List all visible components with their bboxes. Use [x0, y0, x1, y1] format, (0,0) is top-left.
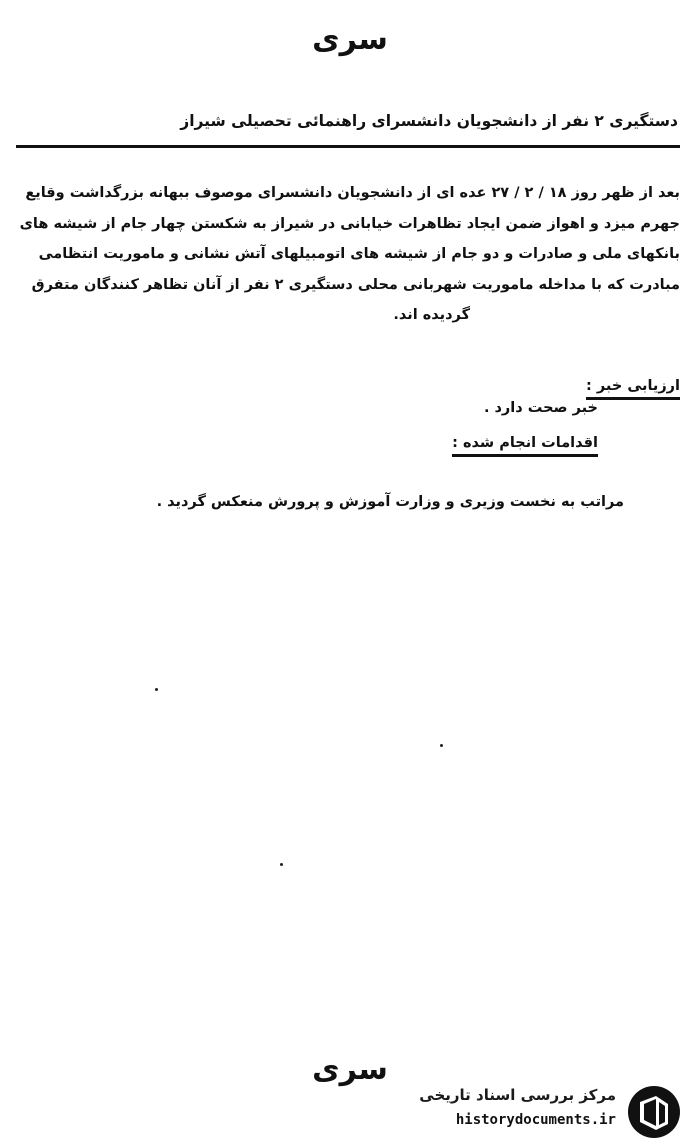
scan-speck: [440, 744, 443, 747]
archive-name: مرکز بررسی اسناد تاریخی: [419, 1086, 616, 1104]
subject-underline: [16, 145, 680, 148]
report-line: بعد از ظهر روز ۱۸ / ۲ / ۲۷ عده ای از دانشجویان دانشسرای موصوف ببهانه بزرگداشت وقایع: [25, 185, 680, 201]
report-line: بانکهای ملی و صادرات و دو جام از شیشه های اتومبیلهای آتش نشانی و ماموریت انتظامی: [38, 246, 680, 262]
archive-url: historydocuments.ir: [455, 1112, 616, 1128]
report-body: [18, 178, 680, 331]
assessment-value: خبر صحت دارد .: [483, 400, 598, 416]
scan-speck: [280, 863, 283, 866]
document-subject: دستگیری ۲ نفر از دانشجویان دانشسرای راهنمائی تحصیلی شیراز: [180, 112, 678, 130]
classification-header: سری: [312, 22, 388, 57]
actions-text: مراتب به نخست وزیری و وزارت آموزش و پرورش منعکس گردید .: [156, 494, 624, 510]
archive-watermark: [382, 1084, 682, 1140]
actions-label: اقدامات انجام شده :: [452, 435, 598, 451]
report-line: مبادرت که با مداخله ماموریت شهربانی محلی دستگیری ۲ نفر از آنان تظاهر کنندگان متفرق: [31, 276, 680, 293]
report-line: گردیده اند.: [393, 307, 470, 323]
scan-speck: [155, 688, 158, 691]
classification-footer: سری: [312, 1052, 388, 1087]
archive-logo-icon: [626, 1084, 682, 1140]
assessment-label: ارزیابی خبر :: [586, 378, 680, 394]
report-line: جهرم میزد و اهواز ضمن ایجاد تظاهرات خیابانی در شیراز به شکستن چهار جام از شیشه های: [19, 215, 680, 232]
